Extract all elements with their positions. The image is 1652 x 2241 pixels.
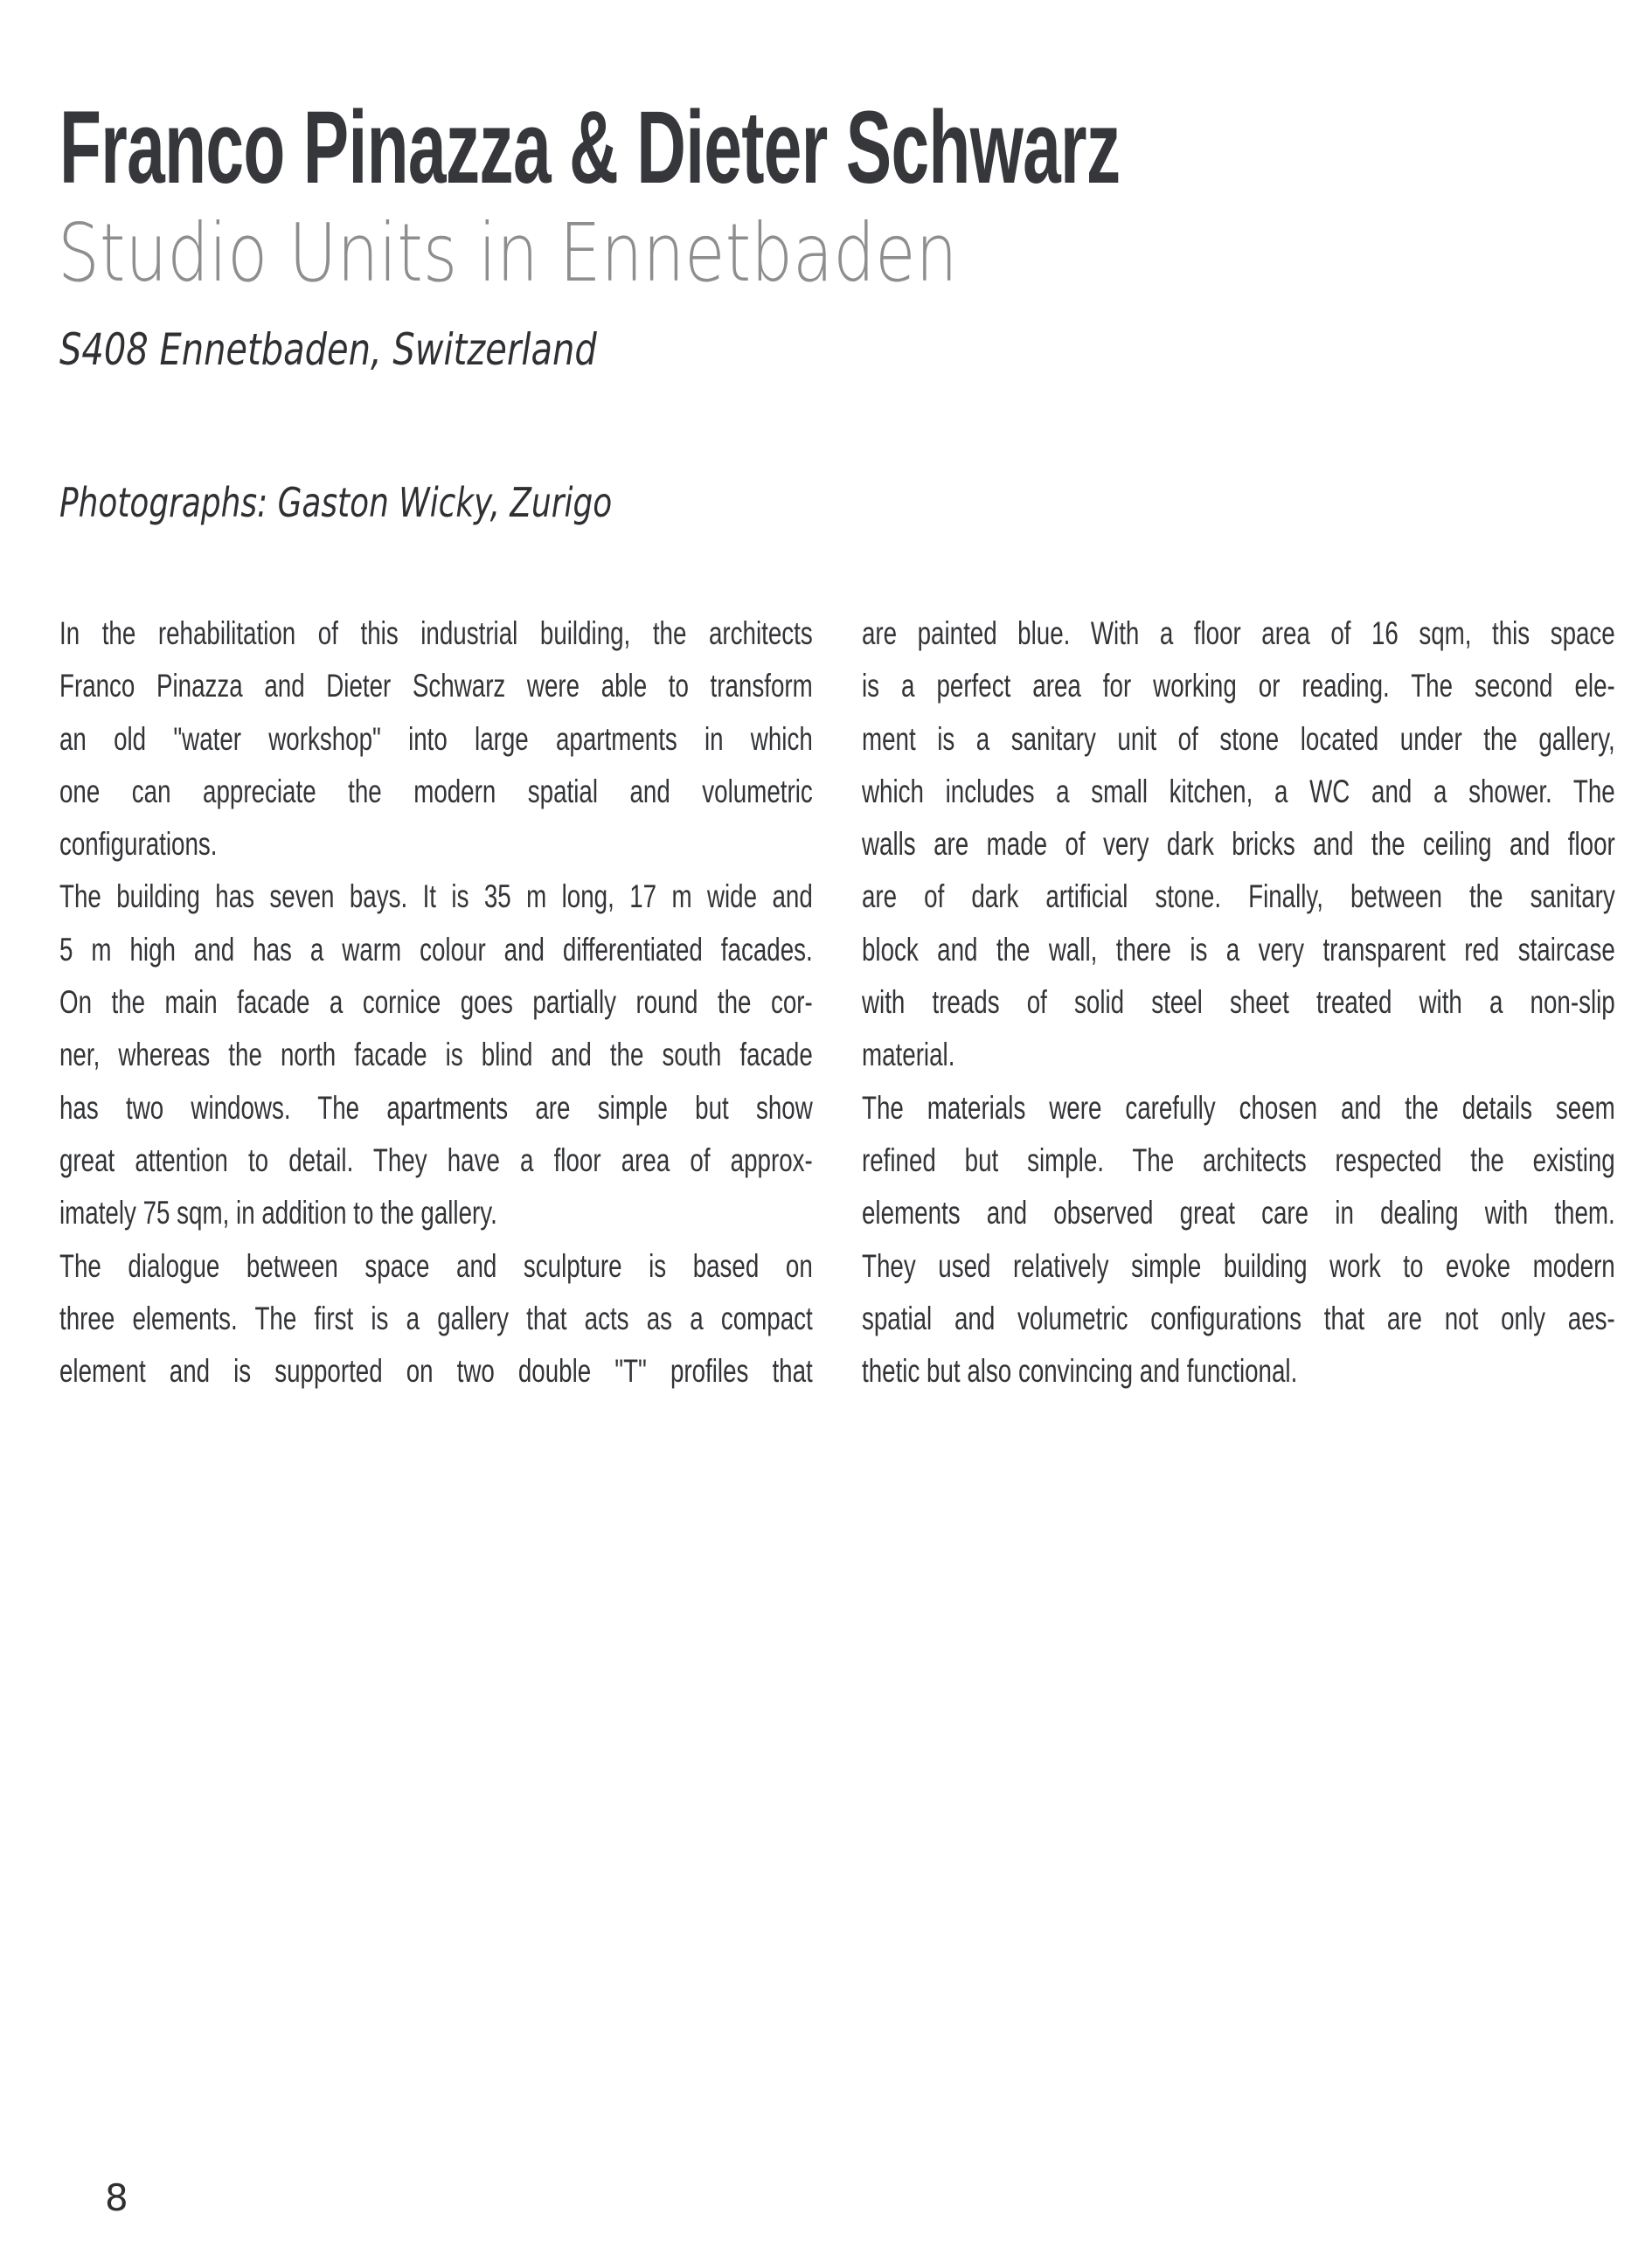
body-text-line: has two windows. The apartments are simple but show	[59, 1089, 813, 1126]
body-text-line: Franco Pinazza and Dieter Schwarz were able to transform	[59, 668, 813, 704]
body-text-line: are painted blue. With a floor area of 16 sqm, this space	[862, 615, 1615, 651]
body-text-line: The dialogue between space and sculpture is based on	[59, 1247, 813, 1284]
body-text-line: which includes a small kitchen, a WC and a shower. The	[862, 773, 1615, 809]
body-text-line: 5 m high and has a warm colour and differentiated facades.	[59, 931, 813, 968]
body-text-line: material.	[862, 1037, 955, 1073]
body-text-line: configurations.	[59, 826, 218, 863]
body-text-line: imately 75 sqm, in addition to the gallery.	[59, 1195, 497, 1232]
body-text-line: In the rehabilitation of this industrial building, the architects	[59, 615, 813, 651]
body-text-line: is a perfect area for working or reading. The second ele-	[862, 668, 1615, 704]
body-text-line: one can appreciate the modern spatial and volumetric	[59, 773, 813, 809]
article-subtitle: Studio Units in Ennetbaden	[58, 206, 958, 300]
body-text-line: The materials were carefully chosen and the details seem	[862, 1089, 1615, 1126]
body-text-line: block and the wall, there is a very transparent red staircase	[862, 931, 1615, 968]
body-text-line: They used relatively simple building work to evoke modern	[862, 1247, 1615, 1284]
body-text-line: ment is a sanitary unit of stone located under the gallery,	[862, 720, 1615, 757]
body-text-line: three elements. The first is a gallery that acts as a compact	[59, 1300, 813, 1336]
body-text-line: spatial and volumetric configurations that are not only aes-	[862, 1300, 1615, 1336]
page-number: 8	[105, 2176, 128, 2219]
body-text-line: element and is supported on two double "T" profiles that	[59, 1353, 813, 1390]
body-text-line: great attention to detail. They have a floor area of approx-	[59, 1141, 813, 1178]
body-column-left	[59, 607, 813, 1398]
body-column-right	[862, 607, 1615, 1398]
body-text-line: On the main facade a cornice goes partially round the cor-	[59, 984, 813, 1021]
article-title: Franco Pinazza & Dieter Schwarz	[59, 90, 1121, 205]
photo-credits: Photographs: Gaston Wicky, Zurigo	[59, 479, 613, 526]
project-location: S408 Ennetbaden, Switzerland	[59, 324, 597, 375]
body-text-line: are of dark artificial stone. Finally, between the sanitary	[862, 878, 1615, 915]
body-text-line: walls are made of very dark bricks and the ceiling and floor	[862, 826, 1615, 863]
body-text-line: The building has seven bays. It is 35 m long, 17 m wide and	[59, 878, 813, 915]
body-text-line: an old "water workshop" into large apartments in which	[59, 720, 813, 757]
body-text-line: with treads of solid steel sheet treated with a non-slip	[862, 984, 1615, 1021]
body-text-line: ner, whereas the north facade is blind and the south facade	[59, 1037, 813, 1073]
body-text-line: elements and observed great care in dealing with them.	[862, 1195, 1615, 1232]
body-text-line: thetic but also convincing and functional.	[862, 1353, 1298, 1390]
body-text-line: refined but simple. The architects respected the existing	[862, 1141, 1615, 1178]
